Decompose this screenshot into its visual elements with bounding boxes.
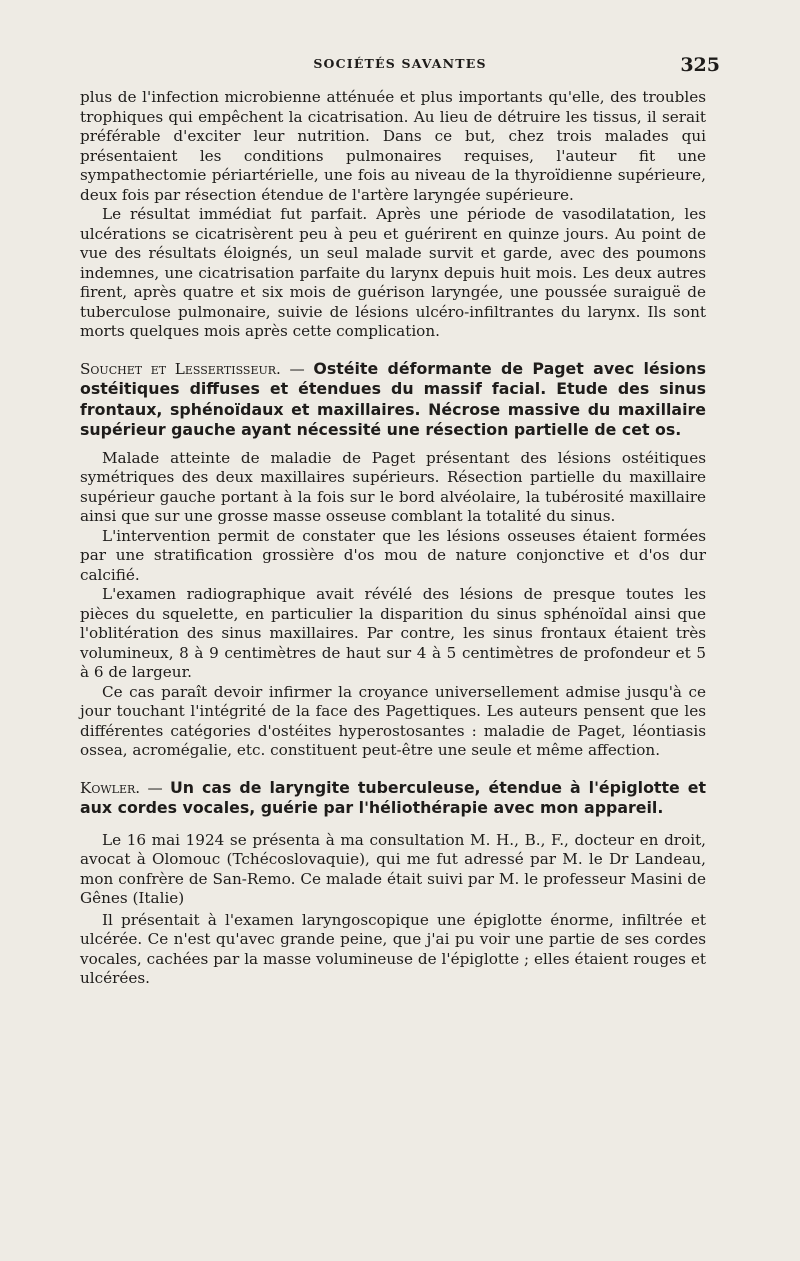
running-title: SOCIÉTÉS SAVANTES — [313, 56, 487, 71]
page-number: 325 — [680, 54, 720, 76]
entry-authors: Souchet et Lessertisseur. — [80, 359, 281, 378]
article-body — [80, 88, 706, 989]
entry-authors: Kowler. — [80, 778, 141, 797]
page-header — [80, 56, 720, 78]
entry-heading — [80, 359, 706, 441]
entry-dash: — — [280, 359, 314, 378]
paragraph: L'intervention permit de constater que les lésions osseuses étaient formées par une stratification grossière d'os mou de nature conjonctive et d'os dur calcifié. — [80, 526, 706, 584]
entry-dash: — — [140, 778, 170, 797]
entry-title: Ostéite déformante de Paget avec lésions ostéitiques diffuses et étendues du massif facial. Etude des sinus frontaux, sphénoïdaux et maxillaires. Nécrose massive du maxillaire supérieur gauche ayant nécessité une résection partielle de cet os. — [80, 358, 706, 439]
paragraph: Il présentait à l'examen laryngoscopique une épiglotte énorme, infiltrée et ulcérée. Ce n'est qu'avec grande peine, que j'ai pu voir une partie de ses cordes vocales, cachées par la masse volumineuse de l'épiglotte ; elles étaient rouges et ulcérées. — [80, 910, 706, 987]
entry-heading — [80, 778, 706, 819]
paragraph: L'examen radiographique avait révélé des lésions de presque toutes les pièces du squelette, en particulier la disparition du sinus sphénoïdal ainsi que l'oblitération des sinus maxillaires. Par contre, les sinus frontaux étaient très volumineux, 8 à 9 centimètres de haut sur 4 à 5 centimètres de profondeur et 5 à 6 de largeur. — [80, 585, 706, 681]
entry-title: Un cas de laryngite tuberculeuse, étendue à l'épiglotte et aux cordes vocales, guérie par l'héliothérapie avec mon appareil. — [80, 777, 706, 817]
paragraph: Malade atteinte de maladie de Paget présentant des lésions ostéitiques symétriques des deux maxillaires supérieurs. Résection partielle du maxillaire supérieur gauche portant à la fois sur le bord alvéolaire, la tubérosité maxillaire ainsi que sur une grosse masse osseuse comblant la totalité du sinus. — [80, 448, 706, 525]
paragraph: Le résultat immédiat fut parfait. Après une période de vasodilatation, les ulcérations se cicatrisèrent peu à peu et guérirent en quinze jours. Au point de vue des résultats éloignés, un seul malade survit et garde, avec des poumons indemnes, une cicatrisation parfaite du larynx depuis huit mois. Les deux autres firent, après quatre et six mois de guérison laryngée, une poussée suraiguë de tuberculose pulmonaire, suivie de lésions ulcéro-infiltrantes du larynx. Ils sont morts quelques mois après cette complication. — [80, 205, 706, 340]
paragraph: Ce cas paraît devoir infirmer la croyance universellement admise jusqu'à ce jour touchant l'intégrité de la face des Pagettiques. Les auteurs pensent que les différentes catégories d'ostéites hyperostosantes : maladie de Paget, léontiasis ossea, acromégalie, etc. constituent peut-être une seule et même affection. — [80, 682, 706, 759]
paragraph: Le 16 mai 1924 se présenta à ma consultation M. H., B., F., docteur en droit, avocat à Olomouc (Tchécoslovaquie), qui me fut adressé par M. le Dr Landeau, mon confrère de San-Remo. Ce malade était suivi par M. le professeur Masini de Gênes (Italie) — [80, 830, 706, 907]
paragraph: plus de l'infection microbienne atténuée et plus importants qu'elle, des troubles trophiques qui empêchent la cicatrisation. Au lieu de détruire les tissus, il serait préférable d'exciter leur nutrition. Dans ce but, chez trois malades qui présentaient les conditions pulmonaires requises, l'auteur fit une sympathectomie périartérielle, une fois au niveau de la thyroïdienne supérieure, deux fois par résection étendue de l'artère laryngée supérieure. — [80, 88, 706, 204]
